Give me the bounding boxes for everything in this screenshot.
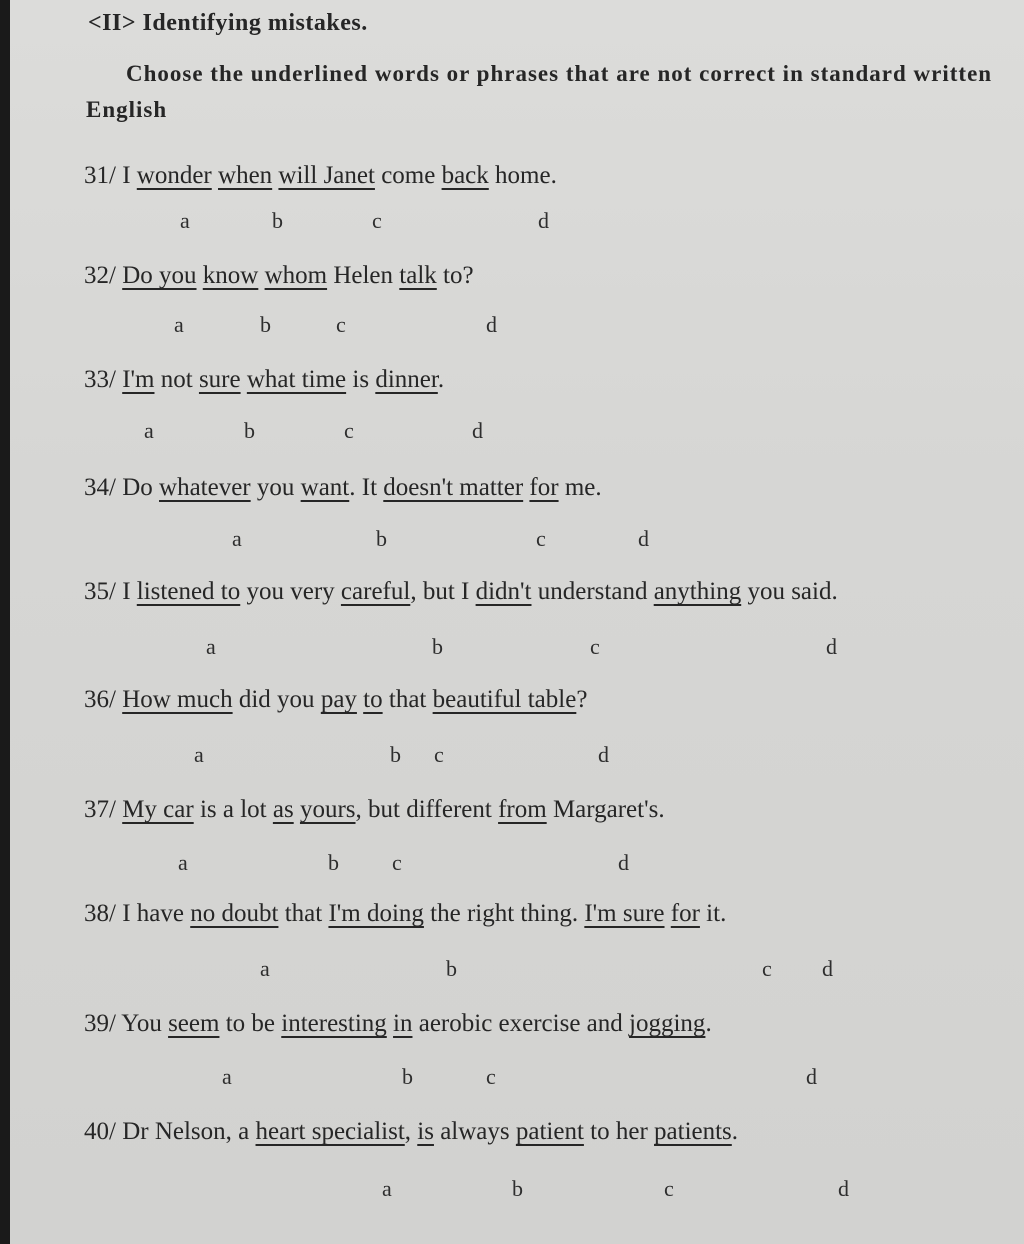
question-number: 33/: [84, 366, 116, 393]
underlined-phrase: sure: [198, 366, 241, 393]
answer-option-b: b: [402, 1064, 413, 1089]
sentence-text: you very: [240, 578, 341, 605]
answer-option-a: a: [382, 1176, 392, 1201]
question-32: [84, 262, 474, 290]
underlined-phrase: Do you: [122, 262, 197, 289]
underlined-phrase: in: [393, 1010, 413, 1037]
sentence-text: , but different: [355, 796, 499, 823]
answer-option-d: d: [806, 1064, 817, 1089]
answer-option-a: a: [222, 1064, 232, 1089]
answer-option-c: c: [762, 956, 772, 981]
answer-option-c: c: [392, 850, 402, 875]
question-number: 36/: [84, 686, 116, 713]
sentence-text: not: [154, 366, 199, 393]
underlined-phrase: will Janet: [278, 162, 375, 189]
answer-option-b: b: [244, 418, 255, 443]
answer-option-b: b: [260, 312, 271, 337]
sentence-text: I: [115, 578, 137, 605]
question-37: [84, 796, 665, 824]
sentence-text: .: [437, 366, 445, 393]
question-33: [84, 366, 444, 394]
answer-option-b: b: [432, 634, 443, 659]
underlined-phrase: no doubt: [190, 900, 279, 927]
answer-option-c: c: [434, 742, 444, 767]
answer-option-d: d: [638, 526, 649, 551]
underlined-phrase: seem: [168, 1010, 220, 1037]
sentence-text: is: [346, 366, 376, 393]
question-38: [84, 900, 726, 928]
sentence-text: understand: [531, 578, 654, 605]
underlined-phrase: what time: [246, 366, 347, 393]
sentence-text: did you: [232, 686, 321, 713]
question-36: [84, 686, 587, 714]
answer-option-b: b: [390, 742, 401, 767]
sentence-text: Margaret's.: [546, 796, 665, 823]
answer-option-a: a: [206, 634, 216, 659]
sentence-text: ,: [404, 1118, 418, 1145]
instruction-text: Choose the underlined words or phrases that are not correct in standard written English: [86, 61, 993, 122]
underlined-phrase: listened to: [136, 578, 241, 605]
answer-option-c: c: [486, 1064, 496, 1089]
answer-option-b: b: [328, 850, 339, 875]
underlined-phrase: interesting: [281, 1010, 387, 1037]
underlined-phrase: talk: [399, 262, 437, 289]
sentence-text: home.: [488, 162, 557, 189]
sentence-text: to her: [583, 1118, 655, 1145]
answer-option-b: b: [512, 1176, 523, 1201]
underlined-phrase: dinner: [375, 366, 438, 393]
sentence-text: you: [250, 474, 301, 501]
answer-option-c: c: [336, 312, 346, 337]
sentence-text: it.: [699, 900, 727, 927]
sentence-text: Do: [115, 474, 160, 501]
sentence-text: .: [731, 1118, 739, 1145]
underlined-phrase: whatever: [159, 474, 251, 501]
underlined-phrase: pay: [320, 686, 357, 713]
underlined-phrase: careful: [340, 578, 411, 605]
answer-option-b: b: [446, 956, 457, 981]
underlined-phrase: whom: [264, 262, 328, 289]
sentence-text: that: [382, 686, 433, 713]
sentence-text: you said.: [741, 578, 838, 605]
answer-option-d: d: [838, 1176, 849, 1201]
underlined-phrase: My car: [122, 796, 194, 823]
underlined-phrase: beautiful table: [432, 686, 577, 713]
answer-option-a: a: [232, 526, 242, 551]
underlined-phrase: for: [670, 900, 700, 927]
question-number: 39/: [84, 1010, 116, 1037]
answer-option-a: a: [260, 956, 270, 981]
answer-option-d: d: [826, 634, 837, 659]
underlined-phrase: back: [441, 162, 489, 189]
question-number: 37/: [84, 796, 116, 823]
question-number: 38/: [84, 900, 116, 927]
underlined-phrase: yours: [299, 796, 356, 823]
underlined-phrase: patients: [654, 1118, 732, 1145]
underlined-phrase: didn't: [475, 578, 532, 605]
question-39: [84, 1010, 712, 1038]
answer-option-a: a: [180, 208, 190, 233]
question-40: [84, 1118, 738, 1146]
underlined-phrase: doesn't matter: [383, 474, 524, 501]
underlined-phrase: How much: [122, 686, 233, 713]
sentence-text: You: [115, 1010, 169, 1037]
underlined-phrase: is: [417, 1118, 434, 1145]
sentence-text: the right thing.: [423, 900, 585, 927]
underlined-phrase: for: [529, 474, 559, 501]
answer-option-d: d: [472, 418, 483, 443]
answer-option-a: a: [178, 850, 188, 875]
answer-option-d: d: [538, 208, 549, 233]
answer-option-d: d: [618, 850, 629, 875]
answer-option-a: a: [194, 742, 204, 767]
underlined-phrase: want: [300, 474, 350, 501]
sentence-text: to be: [219, 1010, 282, 1037]
underlined-phrase: heart specialist: [255, 1118, 405, 1145]
sentence-text: I have: [115, 900, 191, 927]
sentence-text: I: [115, 162, 137, 189]
answer-option-b: b: [272, 208, 283, 233]
sentence-text: that: [278, 900, 329, 927]
underlined-phrase: as: [272, 796, 294, 823]
question-number: 40/: [84, 1118, 116, 1145]
sentence-text: aerobic exercise and: [412, 1010, 630, 1037]
answer-option-c: c: [372, 208, 382, 233]
underlined-phrase: jogging: [629, 1010, 706, 1037]
underlined-phrase: wonder: [136, 162, 212, 189]
question-31: [84, 162, 557, 190]
underlined-phrase: patient: [515, 1118, 584, 1145]
underlined-phrase: anything: [653, 578, 742, 605]
sentence-text: Helen: [327, 262, 400, 289]
answer-option-d: d: [486, 312, 497, 337]
question-number: 32/: [84, 262, 116, 289]
sentence-text: always: [433, 1118, 516, 1145]
underlined-phrase: from: [498, 796, 547, 823]
sentence-text: to?: [436, 262, 474, 289]
answer-option-d: d: [822, 956, 833, 981]
underlined-phrase: know: [202, 262, 259, 289]
section-title: <II> Identifying mistakes.: [88, 10, 368, 36]
answer-option-c: c: [590, 634, 600, 659]
underlined-phrase: to: [363, 686, 383, 713]
sentence-text: , but I: [410, 578, 476, 605]
sentence-text: ?: [576, 686, 588, 713]
underlined-phrase: when: [218, 162, 273, 189]
sentence-text: come: [374, 162, 442, 189]
sentence-text: me.: [558, 474, 602, 501]
answer-option-c: c: [536, 526, 546, 551]
underlined-phrase: I'm doing: [328, 900, 424, 927]
sentence-text: . It: [349, 474, 384, 501]
answer-option-c: c: [664, 1176, 674, 1201]
question-number: 31/: [84, 162, 116, 189]
question-35: [84, 578, 838, 606]
sentence-text: .: [705, 1010, 712, 1037]
worksheet-page: [10, 0, 1024, 1244]
underlined-phrase: I'm: [122, 366, 155, 393]
answer-option-c: c: [344, 418, 354, 443]
sentence-text: is a lot: [193, 796, 273, 823]
question-34: [84, 474, 602, 502]
question-number: 35/: [84, 578, 116, 605]
question-number: 34/: [84, 474, 116, 501]
sentence-text: Dr Nelson, a: [115, 1118, 256, 1145]
answer-option-b: b: [376, 526, 387, 551]
answer-option-a: a: [144, 418, 154, 443]
answer-option-a: a: [174, 312, 184, 337]
answer-option-d: d: [598, 742, 609, 767]
underlined-phrase: I'm sure: [584, 900, 665, 927]
